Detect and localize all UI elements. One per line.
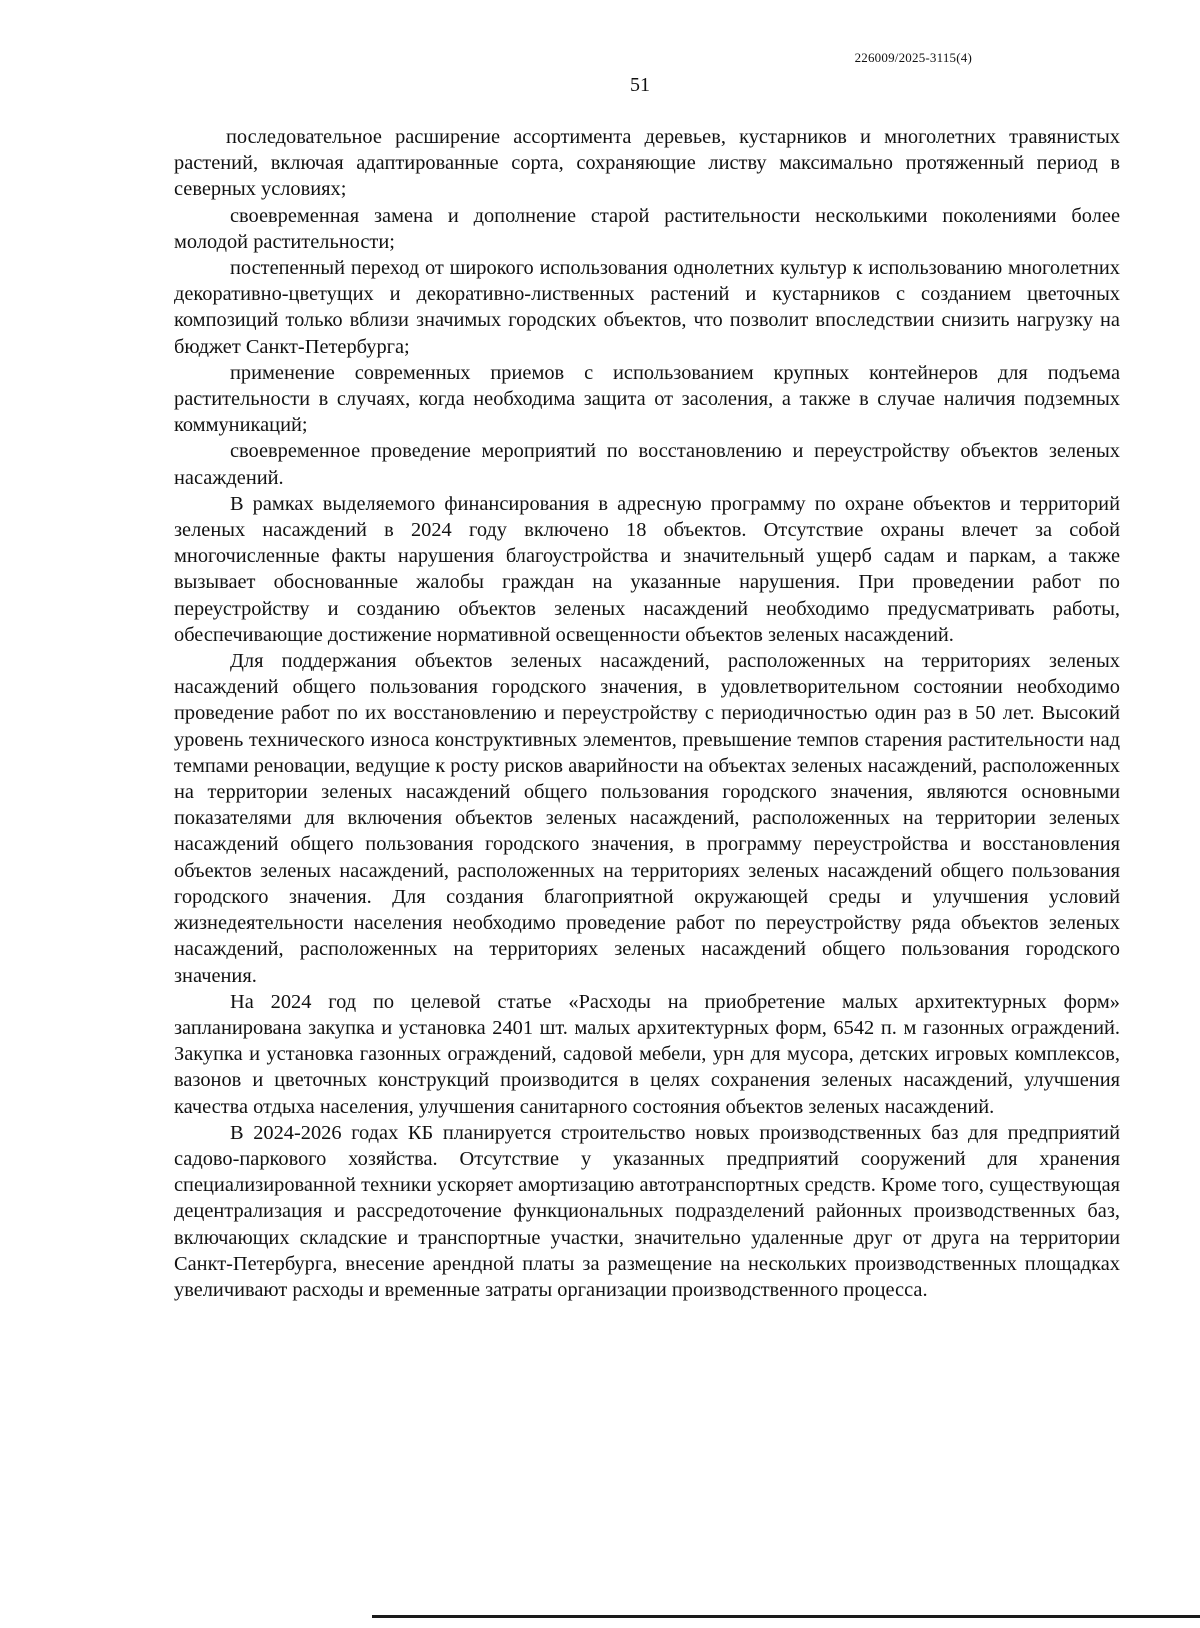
paragraph-4: применение современных приемов с использованием крупных контейнеров для подъема растительности в случаях, когда необходима защита от засоления, а также в случае наличия подземных коммуникаций;: [174, 361, 1120, 437]
paragraph-6: В рамках выделяемого финансирования в адресную программу по охране объектов и территорий зеленых насаждений в 2024 году включено 18 объектов. Отсутствие охраны влечет за собой многочисленные факты нарушения благоустройства и значительный ущерб садам и паркам, а также вызывает обоснованные жалобы граждан на указанные нарушения. При проведении работ по переустройству и созданию объектов зеленых насаждений необходимо предусматривать работы, обеспечивающие достижение нормативной освещенности объектов зеленых насаждений.: [174, 492, 1120, 646]
paragraph-7: Для поддержания объектов зеленых насаждений, расположенных на территориях зеленых насаждений общего пользования городского значения, в удовлетворительном состоянии необходимо проведение работ по их восстановлению и переустройству с периодичностью один раз в 50 лет. Высокий уровень технического износа конструктивных элементов, превышение темпов старения растительности над темпами реновации, ведущие к росту рисков аварийности на объектах зеленых насаждений, расположенных на территории зеленых насаждений общего пользования городского значения, являются основными показателями для включения объектов зеленых насаждений, расположенных на территории зеленых насаждений общего пользования городского значения, в программу переустройства и восстановления объектов зеленых насаждений, расположенных на территориях зеленых насаждений общего пользования городского значения. Для создания благоприятной окружающей среды и улучшения условий жизнедеятельности населения необходимо проведение работ по переустройству ряда объектов зеленых насаждений, расположенных на территориях зеленых насаждений общего пользования городского значения.: [174, 650, 1120, 987]
paragraph-8: На 2024 год по целевой статье «Расходы на приобретение малых архитектурных форм» запланирована закупка и установка 2401 шт. малых архитектурных форм, 6542 п. м газонных ограждений. Закупка и установка газонных ограждений, садовой мебели, урн для мусора, детских игровых комплексов, вазонов и цветочных конструкций производится в целях сохранения зеленых насаждений, улучшения качества отдыха населения, улучшения санитарного состояния объектов зеленых насаждений.: [174, 990, 1120, 1118]
paragraph-3: постепенный переход от широкого использования однолетних культур к использованию многолетних декоративно-цветущих и декоративно-лиственных растений и кустарников с созданием цветочных композиций только вблизи значимых городских объектов, что позволит впоследствии снизить нагрузку на бюджет Санкт-Петербурга;: [174, 257, 1120, 358]
scan-edge-line: [372, 1615, 1200, 1618]
page-number: 51: [630, 74, 650, 96]
document-body: [174, 124, 1120, 1303]
document-registration-number: 226009/2025-3115(4): [854, 50, 972, 65]
paragraph-9: В 2024-2026 годах КБ планируется строительство новых производственных баз для предприятий садово-паркового хозяйства. Отсутствие у указанных предприятий сооружений для хранения специализированной техники ускоряет амортизацию автотранспортных средств. Кроме того, существующая децентрализация и рассредоточение функциональных подразделений районных производственных баз, включающих складские и транспортные участки, значительно удаленные друг от друга на территории Санкт-Петербурга, внесение арендной платы за размещение на нескольких производственных площадках увеличивают расходы и временные затраты организации производственного процесса.: [174, 1121, 1120, 1301]
paragraph-5: своевременное проведение мероприятий по восстановлению и переустройству объектов зеленых насаждений.: [174, 440, 1120, 489]
paragraph-1: последовательное расширение ассортимента деревьев, кустарников и многолетних травянистых растений, включая адаптированные сорта, сохраняющие листву максимально протяженный период в северных условиях;: [174, 126, 1120, 201]
paragraph-2: своевременная замена и дополнение старой растительности несколькими поколениями более молодой растительности;: [174, 204, 1120, 253]
